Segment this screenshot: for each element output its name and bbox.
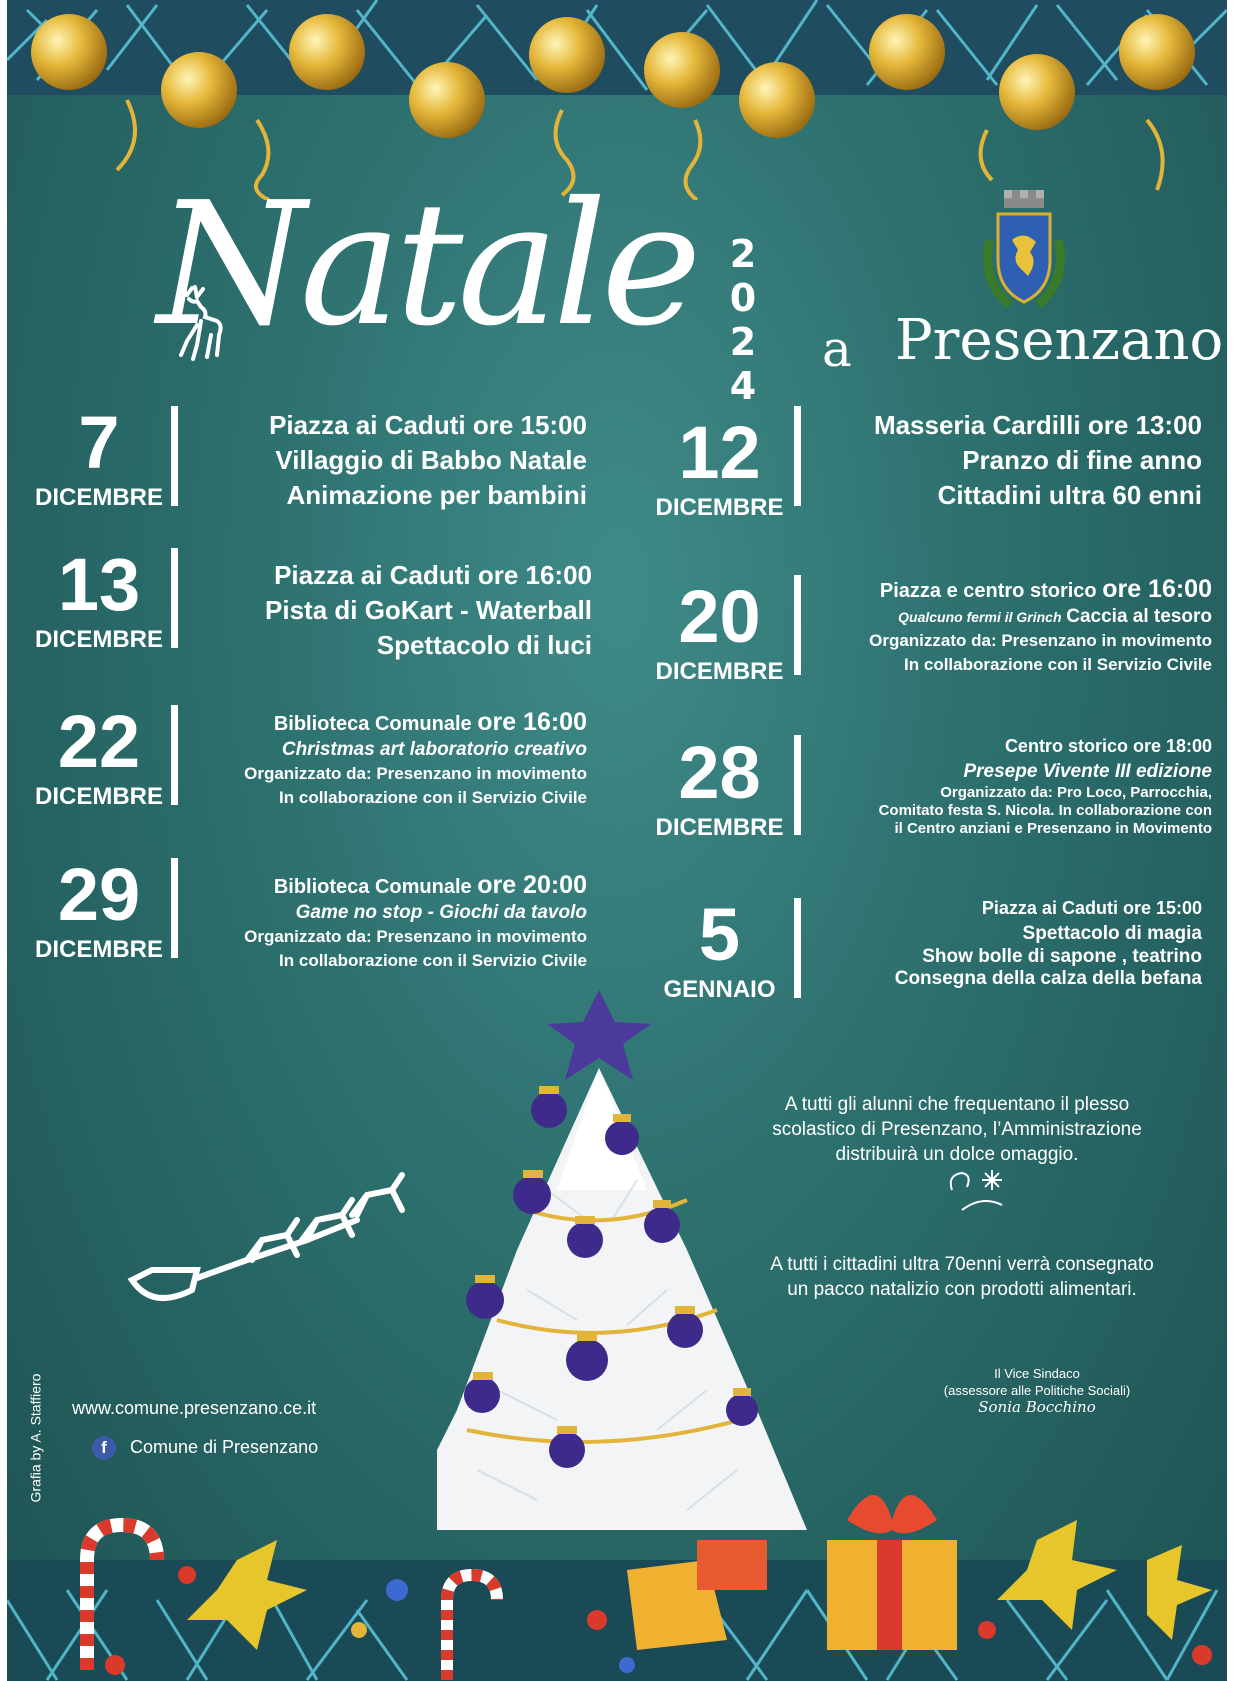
event-time: ore 16:00 (1102, 575, 1212, 603)
divider-bar (171, 548, 178, 648)
star-icon (547, 990, 651, 1080)
event-line: Piazza ai Caduti ore 16:00 (274, 560, 592, 590)
divider-bar (794, 575, 801, 675)
event-date (29, 401, 169, 512)
event-subtitle: Christmas art laboratorio creativo (281, 739, 587, 760)
facebook-label: Comune di Presenzano (130, 1436, 319, 1457)
event-details (807, 408, 1202, 513)
notice-line: scolastico di Presenzano, l’Amministrazione (772, 1119, 1142, 1140)
event-subtitle: Qualcuno fermi il Grinch (898, 609, 1062, 625)
event-month: DICEMBRE (655, 494, 784, 521)
event-month: DICEMBRE (34, 936, 163, 963)
event-date (29, 853, 169, 964)
event-date (647, 411, 792, 522)
divider-bar (171, 858, 178, 958)
event-month: DICEMBRE (655, 814, 784, 841)
event-day: 22 (57, 700, 141, 783)
reindeer-icon (167, 285, 227, 365)
event-line: il Centro anziani e Presenzano in Movimento (894, 820, 1212, 837)
divider-bar (794, 898, 801, 998)
year-digit: 0 (729, 276, 757, 320)
website-link[interactable]: www.comune.presenzano.ce.it (72, 1398, 317, 1418)
year-digit: 2 (729, 320, 757, 364)
event-details (807, 575, 1212, 677)
event-line: In collaborazione con il Servizio Civile (279, 951, 587, 970)
bottom-decoration (7, 1480, 1227, 1681)
year-vertical (723, 232, 763, 408)
notice-students (732, 1092, 1182, 1167)
event-line: Organizzato da: Presenzano in movimento (869, 631, 1212, 650)
event-line: Consegna della calza della befana (894, 968, 1202, 989)
event-time: ore 16:00 (477, 708, 587, 736)
event-place: Biblioteca Comunale (273, 876, 472, 898)
event-line: Pista di GoKart - Waterball (265, 595, 592, 625)
poster (7, 0, 1227, 1681)
event-date (647, 575, 792, 686)
event-month: GENNAIO (663, 976, 776, 1003)
event-line: Piazza ai Caduti ore 15:00 (269, 410, 587, 440)
sleigh-reindeer-icon (127, 1160, 427, 1320)
divider-bar (171, 705, 178, 805)
event-month: DICEMBRE (34, 783, 163, 810)
event-line: Spettacolo di luci (376, 630, 592, 660)
event-line: Organizzato da: Presenzano in movimento (244, 927, 587, 946)
notice-line: un pacco natalizio con prodotti alimentari. (787, 1279, 1137, 1300)
coat-of-arms-icon (980, 190, 1068, 320)
event-details (807, 732, 1212, 838)
event-details (192, 708, 587, 810)
title-town: Presenzano (895, 308, 1224, 373)
event-details (197, 558, 592, 663)
event-line: Organizzato da: Presenzano in movimento (244, 764, 587, 783)
event-line: Spettacolo di magia (1022, 923, 1202, 944)
event-line: Comitato festa S. Nicola. In collaborazione con (878, 802, 1212, 819)
year-digit: 2 (729, 232, 757, 276)
divider-bar (794, 735, 801, 835)
event-line: Organizzato da: Pro Loco, Parrocchia, (940, 784, 1212, 801)
signature-block (912, 1365, 1162, 1416)
year-digit: 4 (729, 364, 757, 408)
notice-line: A tutti gli alunni che frequentano il plesso (784, 1094, 1130, 1115)
event-time: ore 20:00 (477, 871, 587, 899)
notice-line: A tutti i cittadini ultra 70enni verrà consegnato (770, 1254, 1154, 1275)
event-heading: Centro storico ore 18:00 (1004, 736, 1212, 756)
event-day: 28 (678, 731, 761, 814)
event-place: Piazza e centro storico (879, 580, 1097, 602)
event-line: Animazione per bambini (286, 480, 587, 510)
event-day: 5 (698, 893, 741, 976)
event-subtitle: Presepe Vivente III edizione (963, 761, 1212, 782)
event-month: DICEMBRE (34, 626, 163, 653)
event-day: 13 (57, 543, 141, 626)
event-date (647, 731, 792, 842)
event-details (192, 871, 587, 973)
snowflake-ornament-icon (942, 1165, 1012, 1220)
event-subtitle: Game no stop - Giochi da tavolo (295, 902, 587, 923)
design-credit: Grafia by A. Staffiero (27, 1373, 44, 1503)
event-details (807, 894, 1202, 990)
signature-role: Il Vice Sindaco (994, 1366, 1080, 1381)
event-day: 20 (678, 575, 761, 658)
divider-bar (171, 406, 178, 506)
title-preposition: a (822, 320, 852, 378)
event-day: 29 (57, 853, 141, 936)
event-line: Pranzo di fine anno (962, 445, 1202, 475)
event-line: In collaborazione con il Servizio Civile (904, 655, 1212, 674)
event-date (29, 543, 169, 654)
event-line: Show bolle di sapone , teatrino (922, 946, 1202, 967)
divider-bar (794, 406, 801, 506)
event-month: DICEMBRE (655, 658, 784, 685)
facebook-link[interactable] (92, 1436, 318, 1460)
notice-elderly (737, 1252, 1187, 1302)
facebook-icon: f (92, 1436, 116, 1460)
signature-name: Sonia Bocchino (978, 1398, 1096, 1416)
event-month: DICEMBRE (34, 484, 163, 511)
event-line: Masseria Cardilli ore 13:00 (873, 410, 1202, 440)
event-line: Villaggio di Babbo Natale (275, 445, 587, 475)
title-natale: Natale (157, 166, 696, 364)
event-activity: Caccia al tesoro (1066, 606, 1212, 627)
notice-line: distribuirà un dolce omaggio. (835, 1144, 1079, 1165)
event-day: 12 (678, 411, 761, 494)
event-details (197, 408, 587, 513)
event-line: In collaborazione con il Servizio Civile (279, 788, 587, 807)
event-day: 7 (78, 401, 120, 484)
event-heading: Piazza ai Caduti ore 15:00 (981, 898, 1202, 918)
event-date (647, 893, 792, 1004)
event-line: Cittadini ultra 60 enni (937, 480, 1202, 510)
signature-role-detail: (assessore alle Politiche Sociali) (943, 1383, 1131, 1398)
event-date (29, 700, 169, 811)
event-place: Biblioteca Comunale (273, 713, 472, 735)
